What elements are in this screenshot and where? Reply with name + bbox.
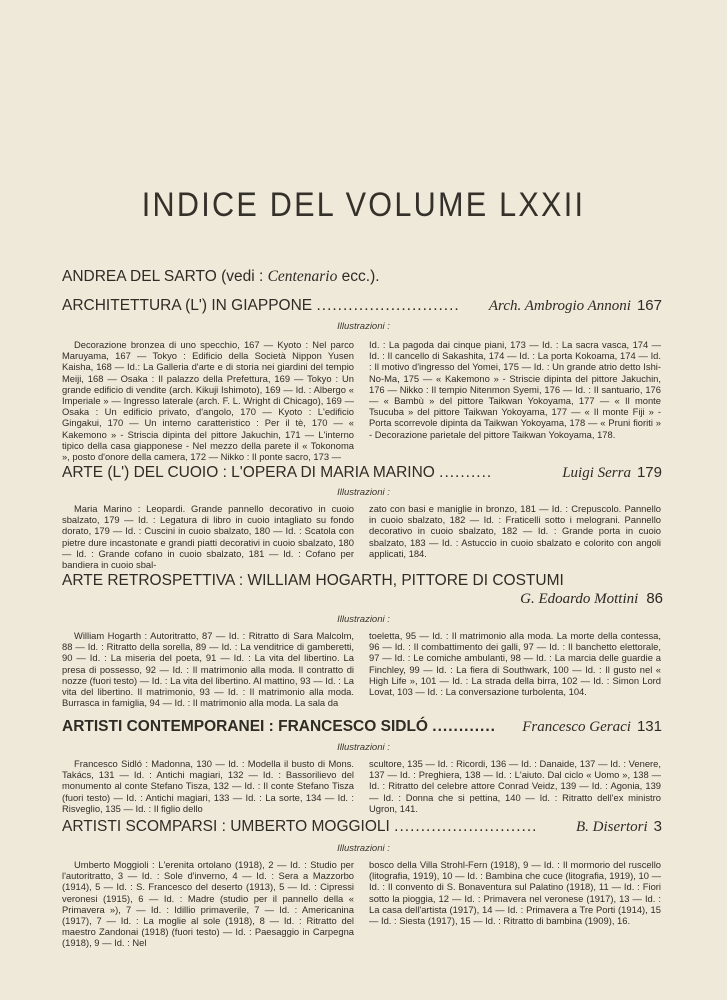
entry-page-number: 179 (636, 464, 662, 481)
illustrations-column-right: scultore, 135 — Id. : Ricordi, 136 — Id. : Danaide, 137 — Id. : Venere, 137 — Id. : Preghiera, 138 — Id. : L'aiuto. Dal ciclo « Uomo », 138 — Id. : Ritratto del celebre attore Conrad Veidz, 139 — Id. : Agonia, 139 — Id. : Donna che si pettina, 140 — Id. : Ritratto dell'ex ministro Ugron, 141. (369, 758, 661, 814)
leader-dots: ............ (432, 718, 496, 735)
illustrations-column-left: Francesco Sidló : Madonna, 130 — Id. : Modella il busto di Mons. Takács, 131 — Id. : Antichi magiari, 132 — Id. : Bassorilievo del monumento al conte Stefano Tisza, 132 — Id. : Il conte Stefano Tisza (fuori testo) — Id. : Antichi magiari, 133 — Id. : La sorte, 134 — Id. : Risveglio, 135 — Id. : Il figlio dello (62, 758, 354, 814)
entry-note-end: ecc.). (337, 268, 380, 285)
entry-page-number: 167 (636, 297, 662, 314)
entry-heading: ARTE RETROSPETTIVA : WILLIAM HOGARTH, PITTORE DI COSTUMI (62, 572, 564, 589)
entry-page-number: 86 (646, 590, 663, 607)
entry-see-also-link: Centenario (267, 268, 338, 285)
entry-heading: ANDREA DEL SARTO (vedi : (62, 268, 268, 285)
page-title: INDICE DEL VOLUME LXXII (141, 186, 586, 224)
entry-author: Francesco Geraci (522, 719, 631, 735)
illustrations-label: Illustrazioni : (337, 614, 390, 625)
entry-author: Luigi Serra (562, 465, 631, 481)
illustrations-column-left: Umberto Moggioli : L'erenita ortolano (1918), 2 — Id. : Studio per l'autoritratto, 3 — Id. : Sole d'inverno, 4 — Id. : Sera a Mazzorbo (1914), 5 — Id. : S. Francesco del deserto (1913), 5 — Id. : Cipressi veronesi (1915), 6 — Id. : Madre (studio per il pannello della « Primavera »), 7 — Id. : Idillio primaverile, 7 — Id. : Americanina (1917), 7 — Id. : La moglie al sole (1918), 8 — Id. : Ritratto del maestro Zandonai (1918) (fuori testo) — Id. : Paesaggio in Carpegna (1918), 9 — Id. : Nel (62, 859, 354, 949)
entry-arte-del-cuoio (62, 464, 662, 482)
leader-dots: ........................... (394, 818, 538, 835)
illustrations-column-right: bosco della Villa Strohl-Fern (1918), 9 — Id. : Il mormorio del ruscello (litografia, 1919), 10 — Id. : Bambina che cuce (litografia, 1919), 10 — Id. : Il convento di S. Bonaventura sul Palatino (1918), 11 — Id. : Fiori sotto la pioggia, 12 — Id. : Primavera nel veronese (1917), 13 — Id. : La casa dell'artista (1917), 14 — Id. : Primavera a Tre Porti (1914), 15 — Id. : Siesta (1917), 15 — Id. : Ritratto di bambina (1909), 16. (369, 859, 661, 927)
entry-author: B. Disertori (575, 819, 648, 835)
entry-author: G. Edoardo Mottini (520, 591, 639, 607)
illustrations-column-left: William Hogarth : Autoritratto, 87 — Id. : Ritratto di Sara Malcolm, 88 — Id. : Ritratto della sorella, 89 — Id. : La venditrice di gamberetti, 90 — Id. : La miseria del poeta, 91 — Id. : La vita del libertino. La presa di possesso, 92 — Id. : Il matrimonio alla moda. Il contratto di nozze (fuori testo) — Id. : La vita del libertino. Al mattino, 93 — Id. : La vita del libertino. Il matrimonio, 93 — Id. : Il matrimonio alla moda. Burrasca in famiglia, 94 — Id. : Il matrimonio alla moda. La sala da (62, 630, 354, 709)
entry-heading: ARCHITETTURA (L') IN GIAPPONE (62, 297, 313, 314)
illustrations-label: Illustrazioni : (337, 487, 390, 498)
entry-heading: ARTISTI SCOMPARSI : UMBERTO MOGGIOLI (62, 818, 390, 835)
entry-heading: ARTISTI CONTEMPORANEI : FRANCESCO SIDLÓ (62, 718, 428, 735)
illustrations-column-left: Decorazione bronzea di uno specchio, 167 — Kyoto : Nel parco Maruyama, 167 — Tokyo : Edificio della Società Nippon Yusen Kaisha, 168 — Id.: La Galleria d'arte e di storia nei giardini del tempio Meiji, 168 — Osaka : Il palazzo della Prefettura, 169 — Tokyo : Un grande edificio di vendite (arch. Kikuji Ishimoto), 169 — Id. : Albergo « Imperiale » — Ingresso laterale (arch. F. L. Wright di Chicago), 169 — Osaka : Un edificio privato, d'angolo, 170 — Kyoto : L'edificio Gingakui, 170 — Un interno caratteristico : Per il tè, 170 — « Kakemono » - Striscia dipinta del pittore Jakuchin, 171 — L'interno tipico della casa giapponese - Nel mezzo della parete il « Tokonoma », posto d'onore della camera, 172 — Nikko : Il ponte sacro, 173 — (62, 339, 354, 463)
illustrations-label: Illustrazioni : (337, 742, 390, 753)
entry-artisti-scomparsi (62, 818, 662, 836)
leader-dots: .......... (439, 464, 493, 481)
entry-arte-retrospettiva (62, 572, 662, 590)
entry-architettura-giappone (62, 297, 662, 315)
illustrations-column-right: Id. : La pagoda dai cinque piani, 173 — Id. : La sacra vasca, 174 — Id. : Il cancello di Sakashita, 174 — Id. : La porta Kokoama, 174 — Id. : Il motivo d'ingresso del Yomei, 175 — Id. : Un grande atrio detto Ishi-No-Ma, 175 — « Kakemono » - Striscie dipinta del pittore Jakuchin, 176 — Nikko : Il tempio Nitenmon Syemi, 176 — Id. : Il santuario, 176 — « Bambù » del pittore Taikwan Yokoyama, 177 — « Il monte Tsucuba » del pittore Taikwan Yokoyama, 177 — « Il monte Fiji » - Porta scorrevole dipinta da Taikwan Yokoyama, 178 — « Pruni fioriti » - Decorazione parietale del pittore Taikwan Yokoyama, 178. (369, 339, 661, 440)
entry-page-number: 131 (636, 718, 662, 735)
illustrations-column-left: Maria Marino : Leopardi. Grande pannello decorativo in cuoio sbalzato, 179 — Id. : Legatura di libro in cuoio intagliato su fondo dorato, 179 — Id. : Cuscini in cuoio sbalzato, 180 — Id. : Scatola con pietre dure incastonate e grandi piatti decorativi in cuoio sbalzato, 180 — Id. : Grande cofano in cuoio sbalzato, 181 — Id. : Cofano per bandiera in cuoio sbal- (62, 503, 354, 571)
leader-dots: ........................... (316, 297, 460, 314)
illustrations-column-right: toeletta, 95 — Id. : Il matrimonio alla moda. La morte della contessa, 96 — Id. : Il combattimento dei galli, 97 — Id. : Il banchetto elettorale, 97 — Id. : Le comiche ambulanti, 98 — Id. : La marcia delle guardie a Finchley, 99 — Id. : La fiera di Southwark, 100 — Id. : Il gusto nel « High Life », 101 — Id. : La strada della birra, 102 — Id. : Simon Lord Lovat, 103 — Id. : La conversazione turbolenta, 104. (369, 630, 661, 698)
entry-page-number: 3 (653, 818, 662, 835)
illustrations-column-right: zato con basi e maniglie in bronzo, 181 — Id. : Crepuscolo. Pannello in cuoio sbalzato, 182 — Id. : Fraticelli sotto i melograni. Pannello decorativo in cuoio sbalzato, 182 — Id. : Grande porta in cuoio sbalzato, 183 — Id. : Astuccio in cuoio sbalzato e colorito con angoli applicati, 184. (369, 503, 661, 559)
illustrations-label: Illustrazioni : (337, 321, 390, 332)
entry-heading: ARTE (L') DEL CUOIO : L'OPERA DI MARIA MARINO (62, 464, 435, 481)
entry-author: Arch. Ambrogio Annoni (488, 298, 631, 314)
entry-artisti-contemporanei (62, 718, 662, 736)
illustrations-label: Illustrazioni : (337, 843, 390, 854)
entry-andrea-del-sarto (62, 268, 662, 286)
